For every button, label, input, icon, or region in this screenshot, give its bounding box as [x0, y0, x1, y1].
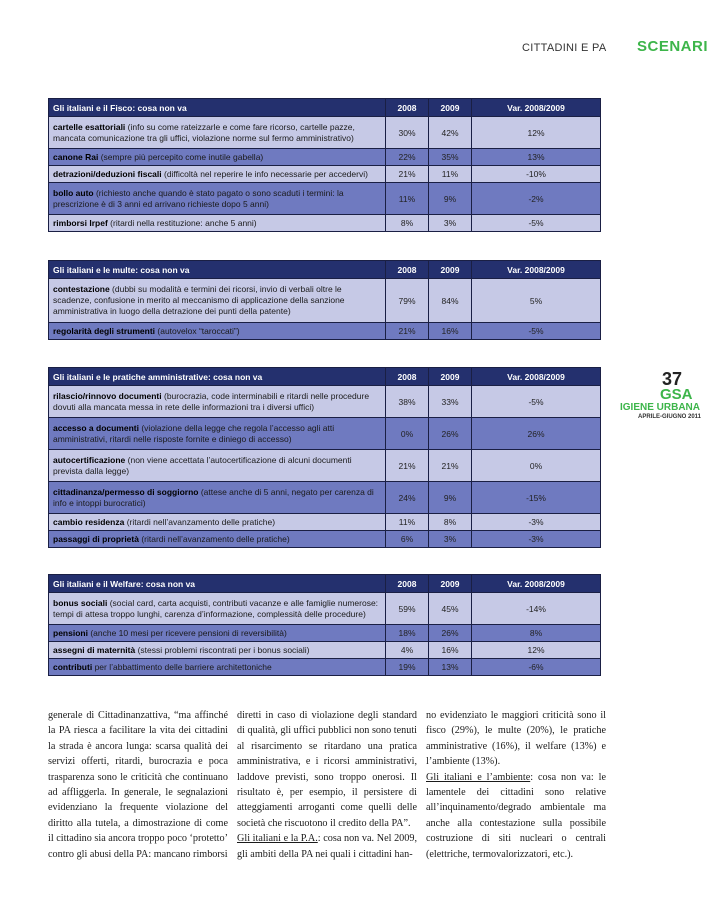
row-desc: accesso a documenti (violazione della legge che regola l’accesso agli atti amministrativi, ritardi nelle risposte fornite e diniego di accesso)	[49, 418, 386, 450]
text-column-3	[426, 708, 606, 862]
col-2008: 2008	[386, 575, 429, 593]
table-row	[49, 149, 601, 166]
table-row	[49, 215, 601, 232]
text-column-1	[48, 708, 228, 862]
table-row	[49, 183, 601, 215]
table-row	[49, 514, 601, 531]
col-2008: 2008	[386, 261, 429, 279]
paragraph: no evidenziato le maggiori criticità sono il fisco (29%), le multe (20%), le pratiche amministrative (16%), il welfare (13%) e l’ambiente (13%).	[426, 710, 606, 768]
value-2009: 3%	[429, 215, 472, 232]
value-var: -10%	[472, 166, 601, 183]
value-2009: 42%	[429, 117, 472, 149]
col-var: Var. 2008/2009	[472, 368, 601, 386]
row-desc: autocertificazione (non viene accettata l’autocertificazione di alcuni documenti prevista dalla legge)	[49, 450, 386, 482]
table-row	[49, 450, 601, 482]
row-desc: cambio residenza (ritardi nell’avanzamento delle pratiche)	[49, 514, 386, 531]
value-var: -5%	[472, 215, 601, 232]
table-title: Gli italiani e il Fisco: cosa non va	[49, 99, 386, 117]
value-2009: 9%	[429, 482, 472, 514]
table-header	[49, 261, 601, 279]
value-2008: 0%	[386, 418, 429, 450]
table-header	[49, 575, 601, 593]
section-label: SCENARI	[637, 38, 709, 55]
value-2008: 79%	[386, 279, 429, 323]
table-row	[49, 625, 601, 642]
value-var: -2%	[472, 183, 601, 215]
value-2009: 84%	[429, 279, 472, 323]
table-row	[49, 117, 601, 149]
value-2009: 26%	[429, 418, 472, 450]
paragraph: Gli italiani e la P.A.: cosa non va. Nel 2009, gli ambiti della PA nei quali i cittadini han-	[237, 833, 418, 860]
table-row	[49, 531, 601, 548]
table-row	[49, 386, 601, 418]
value-2008: 22%	[386, 149, 429, 166]
value-2009: 13%	[429, 659, 472, 676]
value-2008: 24%	[386, 482, 429, 514]
value-2009: 21%	[429, 450, 472, 482]
value-var: -3%	[472, 514, 601, 531]
value-var: 5%	[472, 279, 601, 323]
table-row	[49, 642, 601, 659]
table-header	[49, 99, 601, 117]
page-marker	[600, 370, 720, 421]
table-row	[49, 279, 601, 323]
value-2009: 16%	[429, 323, 472, 340]
row-desc: canone Rai (sempre più percepito come inutile gabella)	[49, 149, 386, 166]
value-2009: 11%	[429, 166, 472, 183]
table-row	[49, 418, 601, 450]
value-2009: 45%	[429, 593, 472, 625]
value-2008: 21%	[386, 450, 429, 482]
value-2009: 3%	[429, 531, 472, 548]
page-number: 37	[662, 369, 683, 389]
value-2009: 26%	[429, 625, 472, 642]
value-2008: 21%	[386, 166, 429, 183]
value-2008: 30%	[386, 117, 429, 149]
value-2008: 59%	[386, 593, 429, 625]
paragraph: generale di Cittadinanzattiva, “ma affinché la PA riesca a facilitare la vita dei cittadini la strada è ancora lunga: scarsa qualità dei servizi offerti, ritardi, burocrazia e poca trasparenza sono le criticità che continuano ad affliggerla. In generale, le segnalazioni evidenziano la frequente violazione del diritto alla tutela, a dimostrazione di come il cittadino sia ancora troppo poco ‘protetto’ contro gli abusi della PA: mancano rimborsi	[48, 710, 228, 860]
col-2009: 2009	[429, 261, 472, 279]
table-title: Gli italiani e le pratiche amministrative: cosa non va	[49, 368, 386, 386]
value-2008: 38%	[386, 386, 429, 418]
table-multe	[48, 260, 601, 340]
col-var: Var. 2008/2009	[472, 575, 601, 593]
value-var: 12%	[472, 117, 601, 149]
table-row	[49, 482, 601, 514]
value-var: 12%	[472, 642, 601, 659]
table-pratiche	[48, 367, 601, 548]
table-welfare	[48, 574, 601, 676]
value-var: 8%	[472, 625, 601, 642]
row-desc: pensioni (anche 10 mesi per ricevere pensioni di reversibilità)	[49, 625, 386, 642]
table-title: Gli italiani e il Welfare: cosa non va	[49, 575, 386, 593]
row-desc: contributi per l’abbattimento delle barriere architettoniche	[49, 659, 386, 676]
col-var: Var. 2008/2009	[472, 261, 601, 279]
row-desc: assegni di maternità (stessi problemi riscontrati per i bonus sociali)	[49, 642, 386, 659]
value-2008: 18%	[386, 625, 429, 642]
paragraph: Gli italiani e l’ambiente: cosa non va: le lamentele dei cittadini sono relative all’inquinamento/degrado ambientale ma anche alla contestazione sulla possibile costruzione di siti nucleari o centrali (elettriche, termovalorizzatori, etc.).	[426, 771, 606, 860]
table-title: Gli italiani e le multe: cosa non va	[49, 261, 386, 279]
value-2008: 19%	[386, 659, 429, 676]
publication-date: APRILE-GIUGNO 2011	[638, 414, 702, 420]
text-column-2	[237, 708, 417, 862]
row-desc: contestazione (dubbi su modalità e termini dei ricorsi, invio di verbali oltre le scadenze, confusione in merito al meccanismo di applicazione della sanzione amministrativa in luogo della detrazione dei punti della patente)	[49, 279, 386, 323]
row-desc: rilascio/rinnovo documenti (burocrazia, code interminabili e ritardi nelle procedure dovuti alla mancata messa in rete delle informazioni tra i diversi uffici)	[49, 386, 386, 418]
row-desc: cittadinanza/permesso di soggiorno (attese anche di 5 anni, negato per carenza di info e intoppi burocratici)	[49, 482, 386, 514]
value-2008: 11%	[386, 514, 429, 531]
value-var: -15%	[472, 482, 601, 514]
row-desc: rimborsi Irpef (ritardi nella restituzione: anche 5 anni)	[49, 215, 386, 232]
value-2008: 11%	[386, 183, 429, 215]
value-2009: 16%	[429, 642, 472, 659]
col-2009: 2009	[429, 368, 472, 386]
row-desc: cartelle esattoriali (info su come rateizzarle e come fare ricorso, cartelle pazze, mancata comunicazione tra gli uffici, violazione norme sul fermo amministrativo)	[49, 117, 386, 149]
row-desc: passaggi di proprietà (ritardi nell’avanzamento delle pratiche)	[49, 531, 386, 548]
value-var: -6%	[472, 659, 601, 676]
value-2009: 33%	[429, 386, 472, 418]
section-title: CITTADINI E PA	[522, 42, 607, 54]
value-2008: 21%	[386, 323, 429, 340]
value-var: -5%	[472, 386, 601, 418]
table-header	[49, 368, 601, 386]
value-2008: 6%	[386, 531, 429, 548]
row-desc: bollo auto (richiesto anche quando è stato pagato o sono scaduti i termini: la prescrizione è di 3 anni ed arrivano richieste dopo 5 anni)	[49, 183, 386, 215]
row-desc: bonus sociali (social card, carta acquisti, contributi vacanze e alle famiglie numerose: tempi di attesa troppo lunghi, carenza d’informazione, complessità delle procedure)	[49, 593, 386, 625]
value-2008: 8%	[386, 215, 429, 232]
value-2009: 35%	[429, 149, 472, 166]
value-2008: 4%	[386, 642, 429, 659]
table-row	[49, 659, 601, 676]
value-var: -5%	[472, 323, 601, 340]
col-2008: 2008	[386, 99, 429, 117]
table-fisco	[48, 98, 601, 232]
publication-logo: GSA	[660, 386, 693, 403]
value-2009: 8%	[429, 514, 472, 531]
row-desc: regolarità degli strumenti (autovelox “taroccati”)	[49, 323, 386, 340]
col-2009: 2009	[429, 575, 472, 593]
col-2008: 2008	[386, 368, 429, 386]
value-var: 26%	[472, 418, 601, 450]
publication-name: IGIENE URBANA	[620, 402, 701, 413]
value-var: -3%	[472, 531, 601, 548]
value-var: 0%	[472, 450, 601, 482]
value-var: 13%	[472, 149, 601, 166]
table-row	[49, 323, 601, 340]
paragraph: diretti in caso di violazione degli standard di qualità, gli uffici pubblici non sono tenuti al risarcimento se ritardano una pratica amministrativa, e i ricorsi amministrativi, laddove previsti, sono troppo onerosi. Il risultato è, per esempio, il persistere di atteggiamenti arroganti come quelli delle società che riscuotono il credito della PA”.	[237, 710, 417, 829]
value-2009: 9%	[429, 183, 472, 215]
value-var: -14%	[472, 593, 601, 625]
table-row	[49, 593, 601, 625]
col-2009: 2009	[429, 99, 472, 117]
table-row	[49, 166, 601, 183]
row-desc: detrazioni/deduzioni fiscali (difficoltà nel reperire le info necessarie per accedervi)	[49, 166, 386, 183]
col-var: Var. 2008/2009	[472, 99, 601, 117]
